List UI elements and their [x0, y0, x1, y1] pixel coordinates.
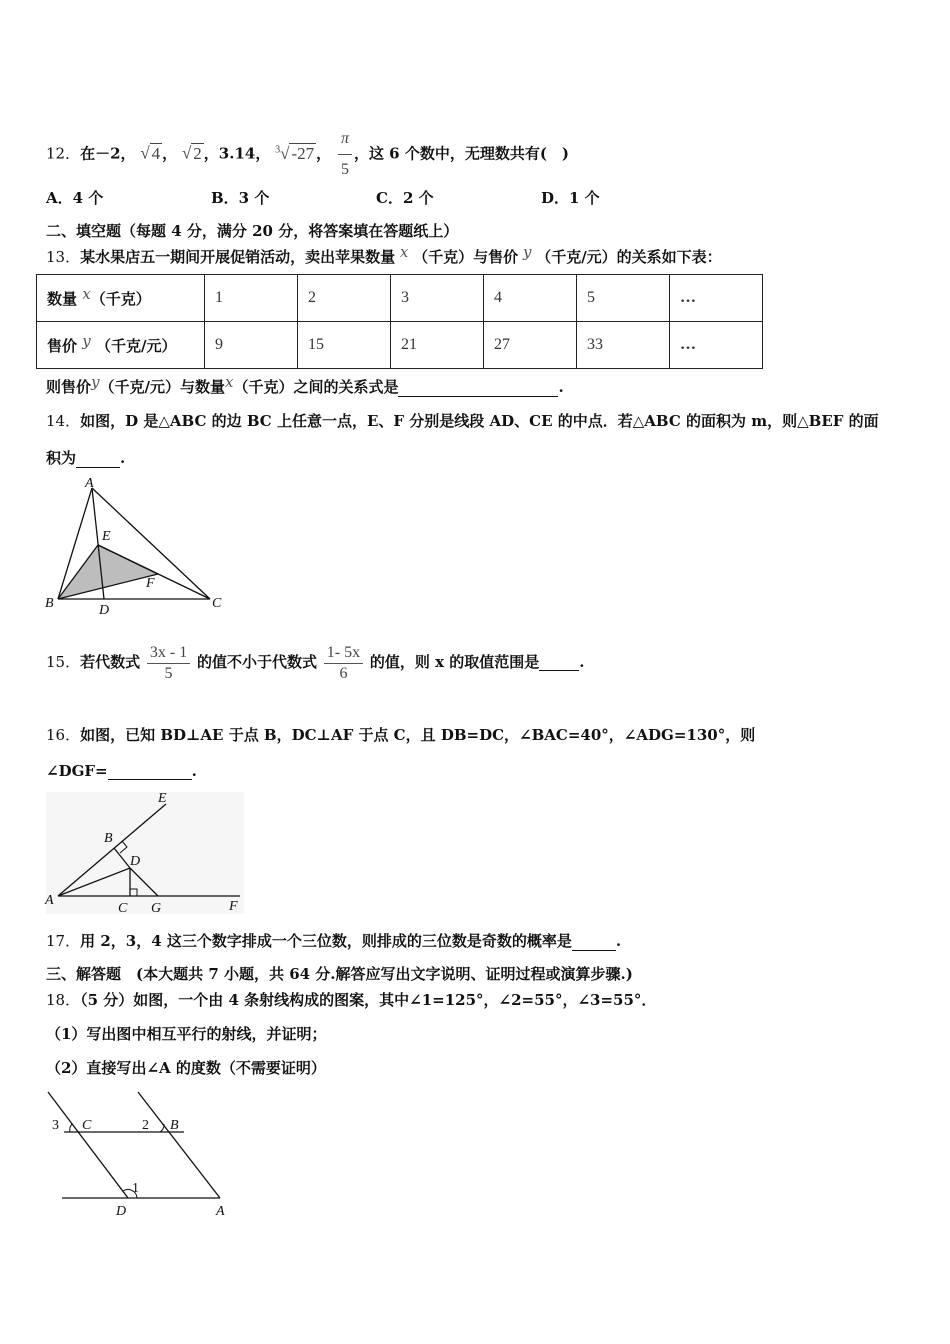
- q14-number: 14．: [46, 412, 81, 430]
- q18-sub2: （2）直接写出∠A 的度数（不需要证明）: [46, 1059, 326, 1077]
- fraction-2: $\frac{1- 5x}{6}$: [324, 643, 363, 684]
- table-row: [37, 275, 763, 322]
- q15-stem: 15．若代数式 $\frac{3x - 1}{5}$ 的值不小于代数式 $\frac{1- 5x}{6}$ 的值，则 x 的取值范围是 .: [46, 643, 585, 682]
- q18-sub1: （1）写出图中相互平行的射线，并证明；: [46, 1025, 327, 1043]
- q12-intro: 在－2，: [80, 144, 136, 163]
- label-d: D: [99, 603, 110, 616]
- label-b: B: [45, 596, 54, 611]
- q17-answer-blank[interactable]: [572, 936, 616, 951]
- section3-title: 三、解答题 (本大题共 7 小题，共 64 分.解答应写出文字说明、证明过程或演算步骤.): [46, 965, 633, 983]
- table-cell: 27: [484, 322, 577, 369]
- q12-stem: [46, 124, 570, 178]
- q18-figure: [40, 1082, 240, 1222]
- table-cell: 1: [205, 275, 298, 322]
- row1-header: 数量 x（千克）: [37, 275, 205, 322]
- label-f: F: [229, 899, 238, 914]
- q14-line1: 如图，D 是△ABC 的边 BC 上任意一点，E、F 分别是线段 AD、CE 的中点．若△ABC 的面积为 m，则△BEF 的面: [80, 412, 879, 430]
- section2-title: 二、填空题（每题 4 分，满分 20 分，将答案填在答题纸上）: [46, 222, 459, 240]
- q15-number: 15．: [46, 653, 81, 671]
- q12-tail: ，这 6 个数中，无理数共有( ): [353, 144, 570, 163]
- q13-text-c: （千克/元）的关系如下表：: [536, 248, 722, 266]
- q12-sep2: ，3.14，: [203, 144, 271, 163]
- q15-text-b: 的值不小于代数式: [197, 653, 318, 671]
- label-a: A: [45, 893, 54, 908]
- q17-number: 17．: [46, 932, 81, 950]
- q13-text-b: （千克）与售价: [413, 248, 519, 266]
- q12-option-d: D．1 个: [541, 189, 600, 207]
- q14-figure: [40, 474, 240, 616]
- label-d: D: [116, 1204, 127, 1219]
- q16-line2: ∠DGF= .: [46, 762, 197, 780]
- q13-table: [36, 274, 763, 369]
- ray-through-c-d: [48, 1092, 128, 1198]
- q12-option-a: A．4 个: [46, 189, 104, 207]
- q13-answer-blank[interactable]: [398, 382, 558, 397]
- fraction-1: $\frac{3x - 1}{5}$: [147, 643, 190, 684]
- q13-answer-line: 则售价y（千克/元）与数量x（千克）之间的关系式是 .: [46, 373, 564, 396]
- q16-answer-blank[interactable]: [108, 765, 192, 780]
- q17-text: 用 2，3，4 这三个数字排成一个三位数，则排成的三位数是奇数的概率是: [80, 932, 572, 950]
- angle-3-arc: [70, 1124, 72, 1132]
- table-cell: 4: [484, 275, 577, 322]
- q12-option-c: C．2 个: [376, 189, 434, 207]
- q16-line1: 如图，已知 BD⊥AE 于点 B，DC⊥AF 于点 C，且 DB=DC，∠BAC=40°，∠ADG=130°，则: [80, 726, 756, 744]
- label-e: E: [158, 791, 167, 806]
- q15-answer-blank[interactable]: [539, 656, 579, 671]
- q17-stem: 17．用 2，3，4 这三个数字排成一个三位数，则排成的三位数是奇数的概率是 .: [46, 932, 622, 950]
- q13-number: 13．: [46, 248, 81, 266]
- label-b: B: [170, 1118, 179, 1133]
- ray-through-b-a: [138, 1092, 220, 1198]
- q13-var-y: y: [522, 243, 532, 261]
- q13-stem: [46, 243, 722, 267]
- q16-figure: [42, 790, 247, 918]
- table-row: [37, 322, 763, 369]
- table-cell: …: [670, 275, 763, 322]
- sqrt-2: √ 2: [181, 143, 202, 163]
- label-g: G: [151, 901, 162, 916]
- q12-sep1: ，: [162, 144, 178, 163]
- label-1: 1: [132, 1181, 139, 1196]
- label-3: 3: [52, 1118, 59, 1133]
- q13-text-a: 某水果店五一期间开展促销活动，卖出苹果数量: [80, 248, 396, 266]
- q18-number: 18．: [46, 991, 81, 1009]
- table-cell: 5: [577, 275, 670, 322]
- table-cell: 3: [391, 275, 484, 322]
- q15-text-c: 的值，则 x 的取值范围是: [369, 653, 540, 671]
- q14-line2: 积为 .: [46, 449, 126, 467]
- q12-option-b: B．3 个: [211, 189, 270, 207]
- shaded-triangle-bef: [58, 545, 158, 599]
- label-b: B: [104, 831, 113, 846]
- q16-number: 16．: [46, 726, 81, 744]
- label-2: 2: [142, 1118, 149, 1133]
- table-cell: 21: [391, 322, 484, 369]
- label-c: C: [82, 1118, 92, 1133]
- q18-text: （5 分）如图，一个由 4 条射线构成的图案，其中∠1=125°，∠2=55°，∠3=55°．: [80, 991, 657, 1009]
- table-cell: 9: [205, 322, 298, 369]
- q15-text-a: 若代数式: [80, 653, 141, 671]
- q12-sep3: ，: [316, 144, 332, 163]
- table-cell: …: [670, 322, 763, 369]
- label-d: D: [130, 854, 141, 869]
- label-e: E: [102, 529, 111, 544]
- table-cell: 33: [577, 322, 670, 369]
- row2-header: 售价 y （千克/元）: [37, 322, 205, 369]
- q12-number: 12．: [46, 144, 81, 163]
- label-c: C: [118, 901, 128, 916]
- label-f: F: [146, 576, 155, 591]
- q16-stem: [46, 724, 755, 745]
- pi-over-5: $\frac{\pi}{5}$: [338, 124, 352, 185]
- label-a: A: [216, 1204, 225, 1219]
- label-a: A: [85, 476, 94, 491]
- table-cell: 15: [298, 322, 391, 369]
- q18-stem: [46, 989, 656, 1010]
- table-cell: 2: [298, 275, 391, 322]
- label-c: C: [212, 596, 222, 611]
- q14-answer-blank[interactable]: [76, 453, 120, 468]
- cube-root: $^3$√ -27: [275, 143, 315, 163]
- sqrt-4: √ 4: [140, 143, 161, 163]
- q13-var-x: x: [399, 243, 409, 261]
- q14-stem: [46, 410, 879, 431]
